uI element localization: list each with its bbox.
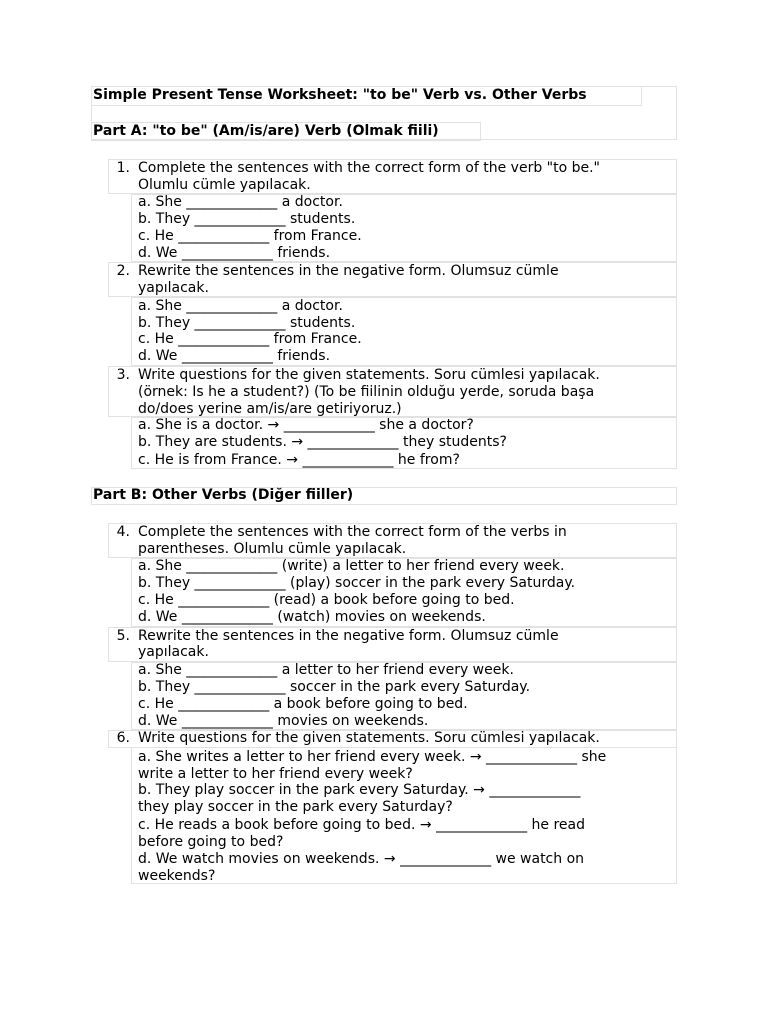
q4-prompt-line2: parentheses. Olumlu cümle yapılacak. [138,541,407,557]
q5-item-a: a. She _____________ a letter to her friend every week. [138,662,514,678]
q2-item-c: c. He _____________ from France. [138,331,362,347]
q6-item-a-line2: write a letter to her friend every week? [138,766,413,782]
q6-item-b-line1: b. They play soccer in the park every Saturday. → _____________ [138,782,581,798]
q4-item-d: d. We _____________ (watch) movies on weekends. [138,609,486,625]
q3-item-a: a. She is a doctor. → _____________ she a doctor? [138,417,474,433]
q5-prompt-line1: Rewrite the sentences in the negative form. Olumsuz cümle [138,628,559,644]
q2-prompt-line1: Rewrite the sentences in the negative form. Olumsuz cümle [138,263,559,279]
q6-number: 6. [116,730,130,746]
q1-prompt-line1: Complete the sentences with the correct form of the verb "to be." [138,160,600,176]
q3-number: 3. [116,367,130,383]
q3-item-b: b. They are students. → _____________ they students? [138,434,507,450]
q5-number: 5. [116,628,130,644]
q6-item-a-line1: a. She writes a letter to her friend every week. → _____________ she [138,749,607,765]
q2-number: 2. [116,263,130,279]
q1-prompt-line2: Olumlu cümle yapılacak. [138,177,311,193]
q4-item-b: b. They _____________ (play) soccer in the park every Saturday. [138,575,576,591]
q4-prompt-line1: Complete the sentences with the correct form of the verbs in [138,524,567,540]
q5-prompt-line2: yapılacak. [138,644,209,660]
q6-item-d-line1: d. We watch movies on weekends. → _____________ we watch on [138,851,585,867]
q6-item-c-line1: c. He reads a book before going to bed. → _____________ he read [138,817,586,833]
q1-item-c: c. He _____________ from France. [138,228,362,244]
q4-item-c: c. He _____________ (read) a book before going to bed. [138,592,515,608]
q6-item-b-line2: they play soccer in the park every Saturday? [138,799,453,815]
q3-prompt-line2: (örnek: Is he a student?) (To be fiilinin olduğu yerde, soruda başa [138,384,595,400]
q3-prompt-line1: Write questions for the given statements. Soru cümlesi yapılacak. [138,367,600,383]
q3-item-c: c. He is from France. → _____________ he from? [138,452,460,468]
q5-item-b: b. They _____________ soccer in the park every Saturday. [138,679,531,695]
q1-number: 1. [116,160,130,176]
q2-prompt-line2: yapılacak. [138,280,209,296]
q2-item-d: d. We _____________ friends. [138,348,331,364]
q6-item-d-line2: weekends? [138,868,216,884]
q4-number: 4. [116,524,130,540]
q6-item-c-line2: before going to bed? [138,834,284,850]
q2-item-b: b. They _____________ students. [138,315,356,331]
q5-item-d: d. We _____________ movies on weekends. [138,713,429,729]
part-a-heading: Part A: "to be" (Am/is/are) Verb (Olmak fiili) [93,123,439,139]
q1-item-b: b. They _____________ students. [138,211,356,227]
q3-prompt-line3: do/does yerine am/is/are getiriyoruz.) [138,401,402,417]
q1-item-d: d. We _____________ friends. [138,245,331,261]
q2-item-a: a. She _____________ a doctor. [138,298,343,314]
part-b-heading: Part B: Other Verbs (Diğer fiiller) [93,487,354,503]
q5-item-c: c. He _____________ a book before going to bed. [138,696,468,712]
q6-prompt-line1: Write questions for the given statements. Soru cümlesi yapılacak. [138,730,600,746]
q1-item-a: a. She _____________ a doctor. [138,194,343,210]
worksheet-title: Simple Present Tense Worksheet: "to be" Verb vs. Other Verbs [93,87,587,103]
q4-item-a: a. She _____________ (write) a letter to her friend every week. [138,558,565,574]
